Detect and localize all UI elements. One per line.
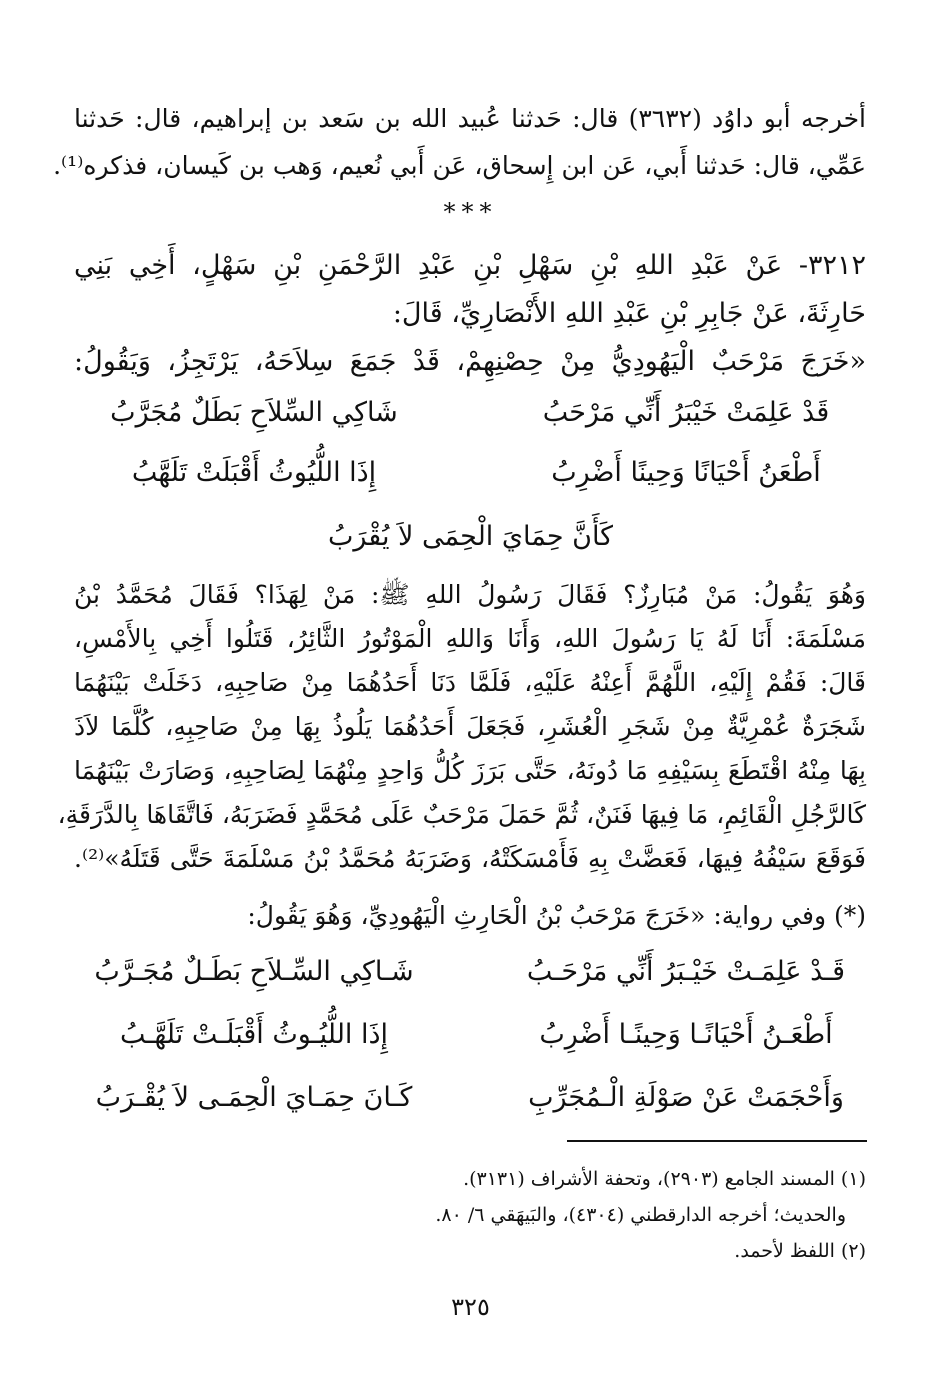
poem1-center-verse: كَأَنَّ حِمَايَ الْحِمَى لاَ يُقْرَبُ (327, 521, 614, 552)
poem1-verse (74, 388, 866, 438)
poem2-hemistich-right: وَأَحْجَمَتْ عَنْ صَوْلَةِ الْـمُجَرِّبِ (528, 1082, 844, 1113)
poem1-verse (74, 448, 866, 498)
riwaya-intro: (*) وفي رواية: «خَرَجَ مَرْحَبُ بْنُ الْحَارِثِ الْيَهُودِيِّ، وَهُوَ يَقُولُ: (247, 901, 866, 930)
body-line: قَالَ: فَقُمْ إِلَيْهِ، اللَّهُمَّ أَعِنْهُ عَلَيْهِ، فَلَمَّا دَنَا أَحَدُهُمَا مِنْ صَاحِبِهِ، دَخَلَتْ بَيْنَهُمَا (74, 668, 866, 697)
poem2-verse (74, 947, 866, 997)
intro-line-1: أخرجه أبو داوُد (٣٦٣٢) قال: حَدثنا عُبيد الله بن سَعد بن إبراهيم، قال: حَدثنا (74, 104, 867, 133)
poem2-hemistich-left: كَـانَ حِمَـايَ الْحِمَـى لاَ يُقْـرَبُ (95, 1082, 413, 1113)
footnote-divider (567, 1140, 867, 1142)
body-line: مَسْلَمَةَ: أَنَا لَهُ يَا رَسُولَ اللهِ، وَأَنَا وَاللهِ الْمَوْتُورُ الثَّائِرُ، قَتَلُوا أَخِي بِالأَمْسِ، (74, 624, 866, 653)
poem2-hemistich-left: شَـاكِي السِّـلاَحِ بَطَـلٌ مُجَـرَّبُ (94, 956, 414, 987)
poem2-hemistich-right: أَطْعَـنُ أَحْيَانًـا وَحِينًـا أَضْرِبُ (539, 1019, 833, 1050)
intro-line-2: عَمِّي، قال: حَدثنا أَبي، عَن ابن إِسحاق، عَن أَبي نُعيم، وَهب بن كَيسان، فذكره⁽¹⁾. (53, 151, 866, 180)
poem2-verse (74, 1010, 866, 1060)
poem1-hemistich-left: إِذَا اللُّيُوثُ أَقْبَلَتْ تَلَهَّبُ (131, 457, 377, 488)
hadith-line-2: حَارِثَةَ، عَنْ جَابِرِ بْنِ عَبْدِ اللهِ الأَنْصَارِيِّ، قَالَ: (392, 298, 866, 329)
section-separator: *** (443, 198, 498, 226)
body-line: شَجَرَةٌ عُمْرِيَّةٌ مِنْ شَجَرِ الْعُشَرِ، فَجَعَلَ أَحَدُهُمَا يَلُوذُ بِهَا مِنْ صَاحِبِهِ، كُلَّمَا لاَذَ (74, 712, 866, 741)
hadith-line-1: ٣٢١٢- عَنْ عَبْدِ اللهِ بْنِ سَهْلِ بْنِ عَبْدِ الرَّحْمَنِ بْنِ سَهْلٍ، أَخِي بَنِي (74, 250, 866, 281)
poem2-hemistich-left: إِذَا اللُّيُـوثُ أَقْبَلَـتْ تَلَهَّـبُ (119, 1019, 389, 1050)
hadith-line-3: «خَرَجَ مَرْحَبٌ الْيَهُودِيُّ مِنْ حِصْنِهِمْ، قَدْ جَمَعَ سِلاَحَهُ، يَرْتَجِزُ، وَيَقُولُ: (74, 346, 866, 377)
page-number: ٣٢٥ (451, 1293, 490, 1321)
footnote-2: (٢) اللفظ لأحمد. (734, 1240, 866, 1262)
footnote-1-continuation: والحديث؛ أخرجه الدارقطني (٤٣٠٤)، والبَيهَقي ٦/ ٨٠. (435, 1204, 846, 1226)
body-line: فَوَقَعَ سَيْفُهُ فِيهَا، فَعَضَّتْ بِهِ فَأَمْسَكَتْهُ، وَضَرَبَهُ مُحَمَّدُ بْنُ مَسْلَمَةَ حَتَّى قَتَلَهُ»⁽²⁾. (74, 844, 866, 873)
poem1-hemistich-right: قَدْ عَلِمَتْ خَيْبَرُ أَنِّي مَرْحَبُ (542, 397, 830, 428)
body-line: كَالرَّجُلِ الْقَائِمِ، مَا فِيهَا فَنَنٌ، ثُمَّ حَمَلَ مَرْحَبٌ عَلَى مُحَمَّدٍ فَضَرَبَهُ، فَاتَّقَاهَا بِالدَّرَقَةِ، (57, 800, 866, 829)
poem1-hemistich-right: أَطْعَنُ أَحْيَانًا وَحِينًا أَضْرِبُ (551, 457, 821, 488)
body-line: وَهُوَ يَقُولُ: مَنْ مُبَارِزٌ؟ فَقَالَ رَسُولُ اللهِ ﷺ: مَنْ لِهَذَا؟ فَقَالَ مُحَمَّدُ بْنُ (74, 580, 866, 609)
footnote-1: (١) المسند الجامع (٢٩٠٣)، وتحفة الأشراف (٣١٣١). (463, 1168, 866, 1190)
body-line: بِهَا مِنْهُ اقْتَطَعَ بِسَيْفِهِ مَا دُونَهُ، حَتَّى بَرَزَ كُلُّ وَاحِدٍ مِنْهُمَا لِصَاحِبِهِ، وَصَارَتْ بَيْنَهُمَا (74, 756, 866, 785)
poem2-hemistich-right: قَـدْ عَلِمَـتْ خَيْـبَرُ أَنِّي مَرْحَـبُ (526, 956, 846, 987)
poem2-verse (74, 1073, 866, 1123)
poem1-hemistich-left: شَاكِي السِّلاَحِ بَطَلٌ مُجَرَّبُ (110, 397, 398, 428)
